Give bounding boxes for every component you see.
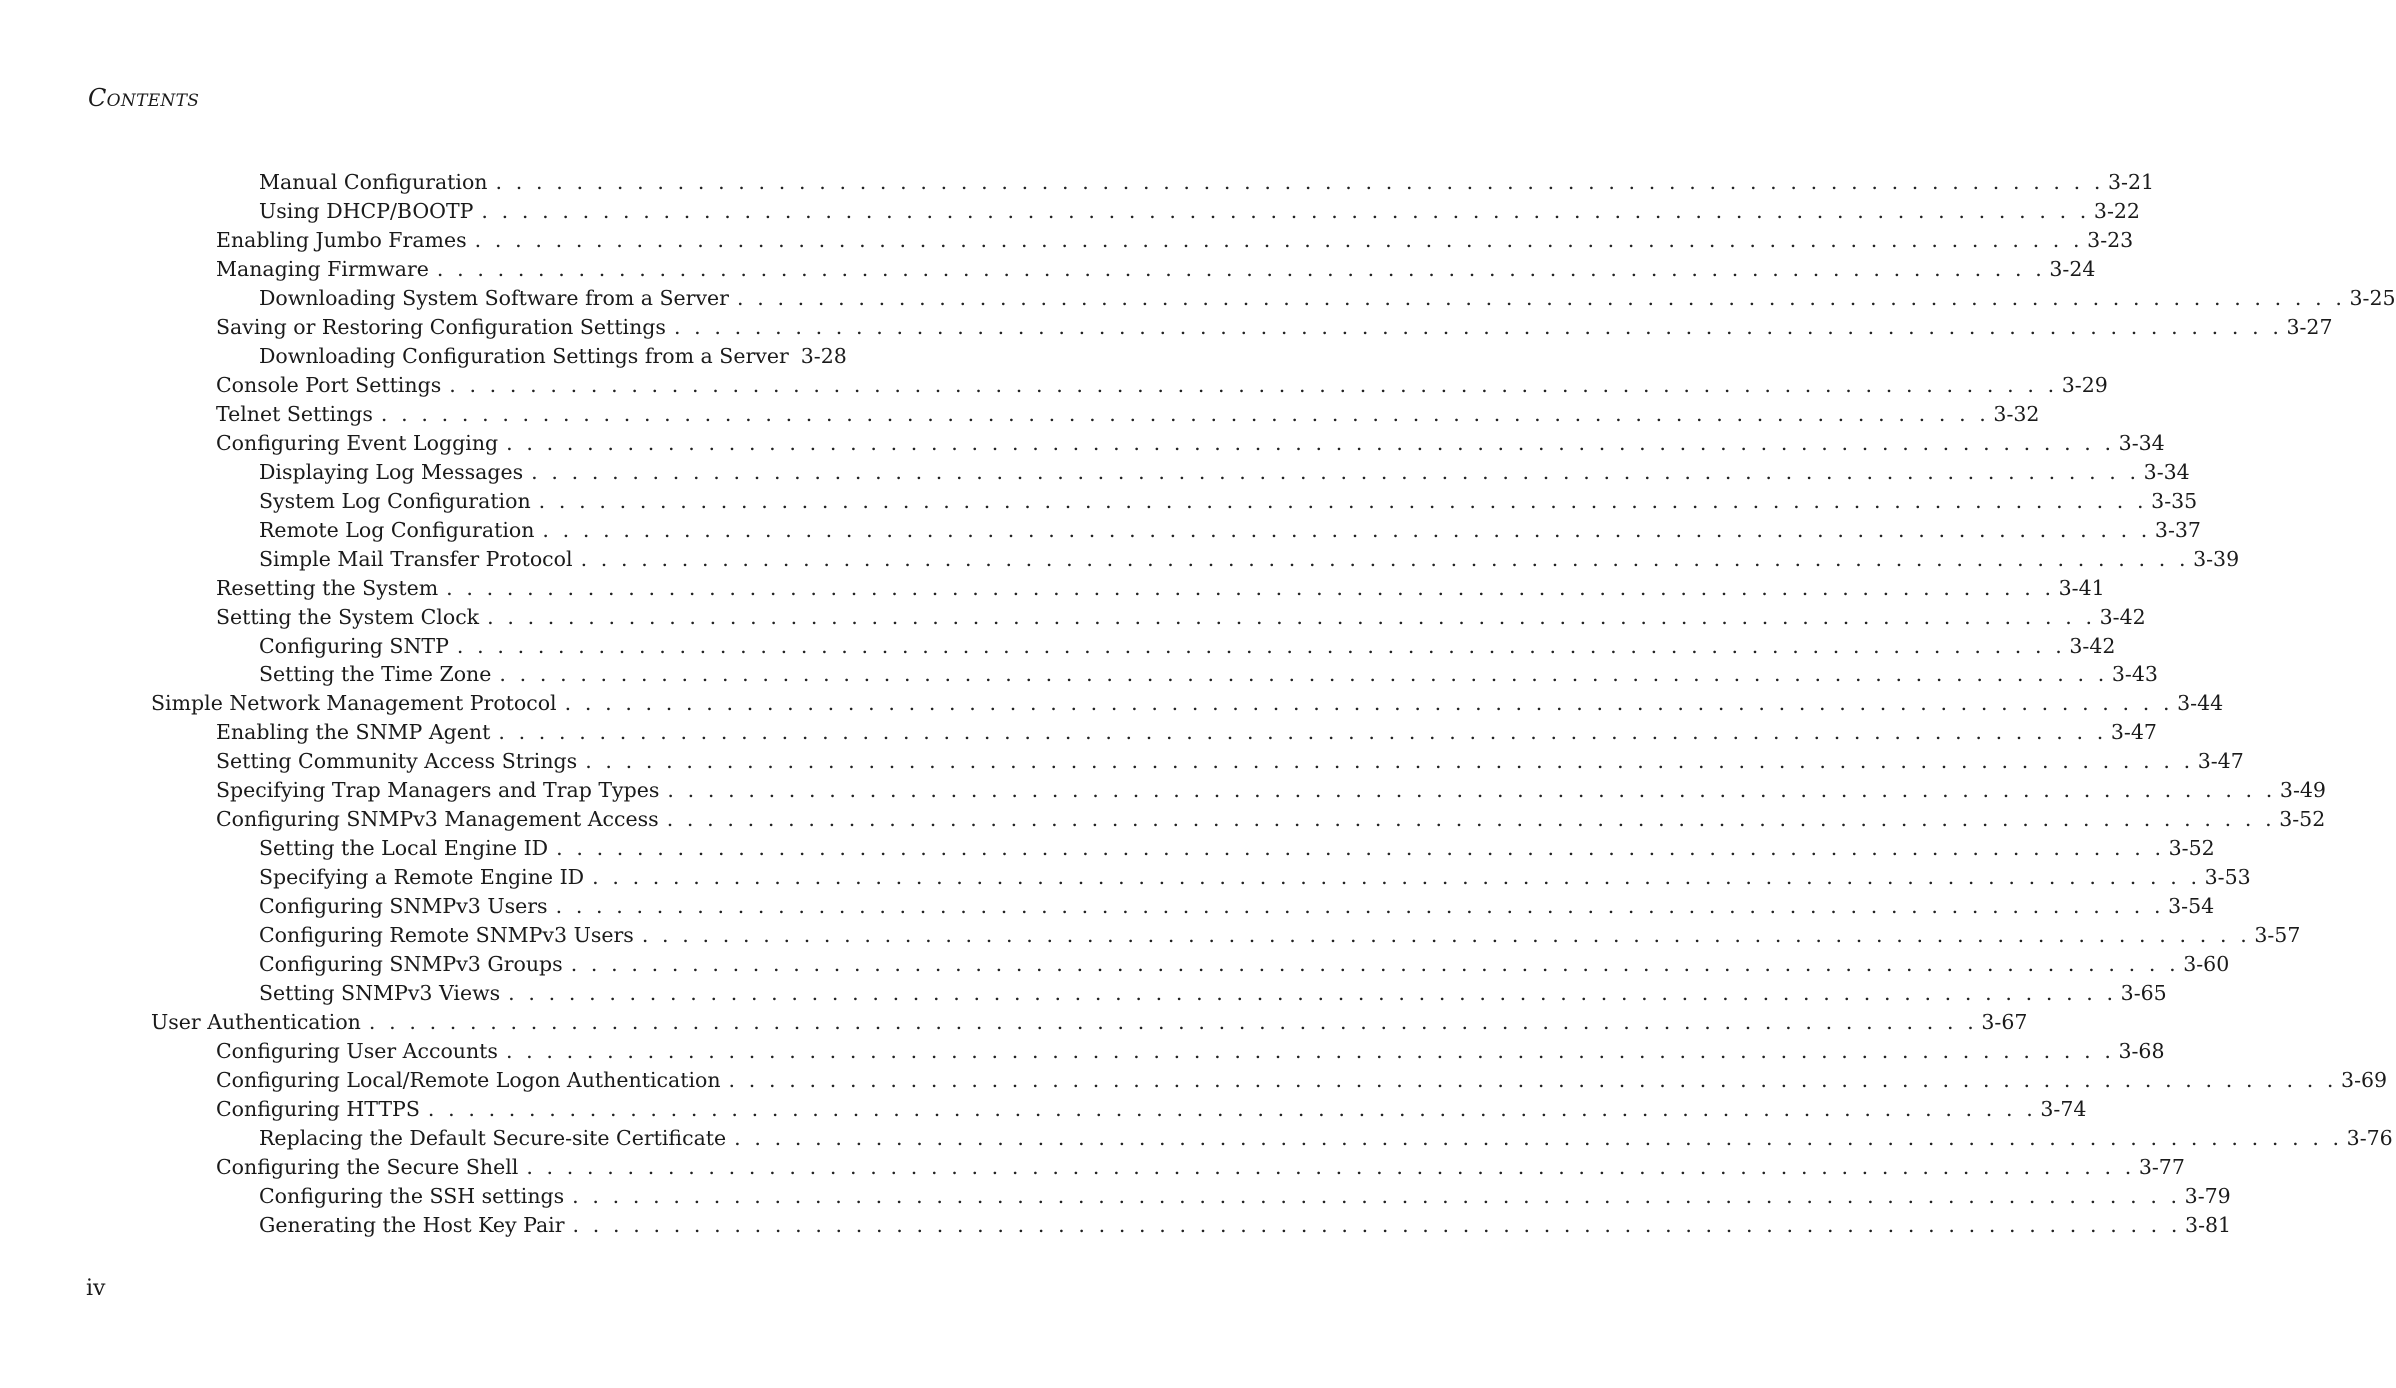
toc-dot-leader: . . . . . . . . . . . . . . . . . . . . . . . . . . . . . . . . . . . . . . . . . . . . . . . . . . . . . . . . . . . . . . . . . . . . . . . . . . . . . . . . <box>456 633 2066 658</box>
toc-entry[interactable] <box>216 1037 2165 1066</box>
toc-dot-leader: . . . . . . . . . . . . . . . . . . . . . . . . . . . . . . . . . . . . . . . . . . . . . . . . . . . . . . . . . . . . . . . . . . . . . . . . . . . . . . . . <box>474 227 2084 252</box>
toc-entry-page: 3-81 <box>2185 1212 2232 1237</box>
toc-dot-leader: . . . . . . . . . . . . . . . . . . . . . . . . . . . . . . . . . . . . . . . . . . . . . . . . . . . . . . . . . . . . . . . . . . . . . . . . . . . . . . . . <box>564 691 2174 716</box>
toc-dot-leader: . . . . . . . . . . . . . . . . . . . . . . . . . . . . . . . . . . . . . . . . . . . . . . . . . . . . . . . . . . . . . . . . . . . . . . . . . . . . . . . . <box>734 1126 2343 1150</box>
toc-entry-page: 3-22 <box>2093 198 2140 223</box>
toc-entry-page: 3-25 <box>2349 285 2396 310</box>
toc-entry-title: Configuring User Accounts <box>216 1039 498 1064</box>
toc-dot-leader: . . . . . . . . . . . . . . . . . . . . . . . . . . . . . . . . . . . . . . . . . . . . . . . . . . . . . . . . . . . . . . . . . . . . . . . . . . . . . . . . <box>570 952 2180 977</box>
toc-entry-title: Configuring the Secure Shell <box>216 1154 519 1179</box>
toc-entry-page: 3-76 <box>2346 1126 2393 1150</box>
toc-entry-page: 3-57 <box>2254 923 2301 948</box>
toc-entry-page: 3-28 <box>800 343 847 368</box>
toc-dot-leader: . . . . . . . . . . . . . . . . . . . . . . . . . . . . . . . . . . . . . . . . . . . . . . . . . . . . . . . . . . . . . . . . . . . . . . . . . . . . . . . . <box>487 604 2096 629</box>
toc-dot-leader: . . . . . . . . . . . . . . . . . . . . . . . . . . . . . . . . . . . . . . . . . . . . . . . . . . . . . . . . . . . . . . . . . . . . . . . . . . . . . . . . <box>641 923 2251 948</box>
toc-dot-leader: . . . . . . . . . . . . . . . . . . . . . . . . . . . . . . . . . . . . . . . . . . . . . . . . . . . . . . . . . . . . . . . . . . . . . . . . . . . . . . . . <box>666 807 2276 832</box>
toc-entry[interactable] <box>216 429 2165 458</box>
toc-entry-title: Setting SNMPv3 Views <box>259 981 501 1006</box>
toc-entry[interactable] <box>216 603 2146 632</box>
toc-entry[interactable] <box>216 226 2134 255</box>
toc-entry[interactable] <box>259 458 2190 487</box>
toc-dot-leader: . . . . . . . . . . . . . . . . . . . . . . . . . . . . . . . . . . . . . . . . . . . . . . . . . . . . . . . . . . . . . . . . . . . . . . . . . . . . . . . . <box>427 1097 2037 1122</box>
toc-dot-leader: . . . . . . . . . . . . . . . . . . . . . . . . . . . . . . . . . . . . . . . . . . . . . . . . . . . . . . . . . . . . . . . . . . . . . . . . . . . . . . . . <box>736 285 2346 310</box>
toc-entry-page: 3-43 <box>2111 662 2158 687</box>
toc-entry-page: 3-39 <box>2193 546 2240 571</box>
toc-entry-title: Resetting the System <box>216 575 439 600</box>
toc-dot-leader: . . . . . . . . . . . . . . . . . . . . . . . . . . . . . . . . . . . . . . . . . . . . . . . . . . . . . . . . . . . . . . . . . . . . . . . . . . . . . . . . <box>538 488 2148 513</box>
toc-dot-leader: . . . . . . . . . . . . . . . . . . . . . . . . . . . . . . . . . . . . . . . . . . . . . . . . . . . . . . . . . . . . . . . . . . . . . . . . . . . . . . . . <box>380 401 1990 426</box>
toc-entry-page: 3-68 <box>2118 1039 2165 1064</box>
toc-entry-title: Configuring SNMPv3 Users <box>259 894 548 919</box>
toc-entry-title: Using DHCP/BOOTP <box>259 198 474 223</box>
toc-entry-page: 3-79 <box>2184 1183 2231 1208</box>
toc-dot-leader: . . . . . . . . . . . . . . . . . . . . . . . . . . . . . . . . . . . . . . . . . . . . . . . . . . . . . . . . . . . . . . . . . . . . . . . . . . . . . . . . <box>572 1183 2181 1208</box>
toc-dot-leader: . . . . . . . . . . . . . . . . . . . . . . . . . . . . . . . . . . . . . . . . . . . . . . . . . . . . . . . . . . . . . . . . . . . . . . . . . . . . . . . . <box>542 517 2151 542</box>
toc-dot-leader: . . . . . . . . . . . . . . . . . . . . . . . . . . . . . . . . . . . . . . . . . . . . . . . . . . . . . . . . . . . . . . . . . . . . . . . . . . . . . . . . <box>368 1010 1978 1035</box>
toc-dot-leader: . . . . . . . . . . . . . . . . . . . . . . . . . . . . . . . . . . . . . . . . . . . . . . . . . . . . . . . . . . . . . . . . . . . . . . . . . . . . . . . . <box>506 430 2115 455</box>
toc-entry-page: 3-77 <box>2138 1154 2185 1179</box>
toc-entry[interactable] <box>259 632 2116 661</box>
toc-entry-page: 3-34 <box>2143 459 2190 484</box>
toc-entry-page: 3-29 <box>2061 372 2108 397</box>
toc-dot-leader: . . . . . . . . . . . . . . . . . . . . . . . . . . . . . . . . . . . . . . . . . . . . . . . . . . . . . . . . . . . . . . . . . . . . . . . . . . . . . . . . <box>446 575 2055 600</box>
toc-entry-page: 3-74 <box>2040 1097 2087 1122</box>
toc-entry-title: Configuring Event Logging <box>216 430 499 455</box>
toc-entry[interactable] <box>216 313 2333 342</box>
toc-dot-leader: . . . . . . . . . . . . . . . . . . . . . . . . . . . . . . . . . . . . . . . . . . . . . . . . . . . . . . . . . . . . . . . . . . . . . . . . . . . . . . . . <box>667 778 2276 803</box>
toc-entry-title: Simple Mail Transfer Protocol <box>259 546 573 571</box>
toc-entry[interactable] <box>259 834 2215 863</box>
toc-entry-page: 3-44 <box>2177 691 2224 716</box>
toc-entry-page: 3-23 <box>2087 227 2134 252</box>
toc-entry-title: Configuring SNMPv3 Groups <box>259 952 563 977</box>
toc-entry-title: User Authentication <box>151 1010 361 1035</box>
toc-entry-page: 3-42 <box>2099 604 2146 629</box>
toc-entry-title: Downloading Configuration Settings from a Server <box>259 343 789 368</box>
toc-entry[interactable] <box>259 487 2198 516</box>
toc-dot-leader: . . . . . . . . . . . . . . . . . . . . . . . . . . . . . . . . . . . . . . . . . . . . . . . . . . . . . . . . . . . . . . . . . . . . . . . . . . . . . . . . <box>585 749 2194 774</box>
toc-dot-leader: . . . . . . . . . . . . . . . . . . . . . . . . . . . . . . . . . . . . . . . . . . . . . . . . . . . . . . . . . . . . . . . . . . . . . . . . . . . . . . . . <box>498 720 2107 745</box>
toc-dot-leader: . . . . . . . . . . . . . . . . . . . . . . . . . . . . . . . . . . . . . . . . . . . . . . . . . . . . . . . . . . . . . . . . . . . . . . . . . . . . . . . . <box>526 1154 2135 1179</box>
toc-entry-page: 3-21 <box>2108 170 2155 194</box>
toc-entry[interactable] <box>259 950 2230 979</box>
toc-dot-leader: . . . . . . . . . . . . . . . . . . . . . . . . . . . . . . . . . . . . . . . . . . . . . . . . . . . . . . . . . . . . . . . . . . . . . . . . . . . . . . . . <box>449 372 2058 397</box>
toc-entry-page: 3-65 <box>2120 981 2167 1006</box>
toc-entry-page: 3-35 <box>2151 488 2198 513</box>
toc-entry[interactable] <box>259 342 846 371</box>
toc-entry-title: Saving or Restoring Configuration Settings <box>216 314 666 339</box>
toc-dot-leader: . . . . . . . . . . . . . . . . . . . . . . . . . . . . . . . . . . . . . . . . . . . . . . . . . . . . . . . . . . . . . . . . . . . . . . . . . . . . . . . . <box>505 1039 2115 1064</box>
toc-entry-page: 3-37 <box>2154 517 2201 542</box>
toc-entry-title: Setting the Time Zone <box>259 662 492 687</box>
toc-entry[interactable] <box>259 1182 2231 1211</box>
toc-dot-leader: . . . . . . . . . . . . . . . . . . . . . . . . . . . . . . . . . . . . . . . . . . . . . . . . . . . . . . . . . . . . . . . . . . . . . . . . . . . . . . . . <box>495 170 2105 194</box>
toc-entry-page: 3-41 <box>2058 575 2105 600</box>
toc-entry-page: 3-32 <box>1993 401 2040 426</box>
toc-entry[interactable] <box>259 1211 2232 1240</box>
toc-entry-title: Replacing the Default Secure-site Certificate <box>259 1126 727 1150</box>
toc-entry[interactable] <box>151 1008 2028 1037</box>
toc-entry-page: 3-52 <box>2168 836 2215 861</box>
toc-entry[interactable] <box>216 747 2244 776</box>
toc-entry[interactable] <box>259 197 2140 226</box>
toc-entry-title: Configuring Remote SNMPv3 Users <box>259 923 634 948</box>
toc-dot-leader: . . . . . . . . . . . . . . . . . . . . . . . . . . . . . . . . . . . . . . . . . . . . . . . . . . . . . . . . . . . . . . . . . . . . . . . . . . . . . . . . <box>531 459 2140 484</box>
toc-dot-leader: . . . . . . . . . . . . . . . . . . . . . . . . . . . . . . . . . . . . . . . . . . . . . . . . . . . . . . . . . . . . . . . . . . . . . . . . . . . . . . . . <box>555 894 2165 919</box>
toc-entry-title: Configuring Local/Remote Logon Authentication <box>216 1068 721 1093</box>
toc-dot-leader: . . . . . . . . . . . . . . . . . . . . . . . . . . . . . . . . . . . . . . . . . . . . . . . . . . . . . . . . . . . . . . . . . . . . . . . . . . . . . . . . <box>572 1212 2182 1237</box>
toc-entry-title: Enabling Jumbo Frames <box>216 227 467 252</box>
toc-entry[interactable] <box>216 1095 2087 1124</box>
toc-entry-title: Enabling the SNMP Agent <box>216 720 491 745</box>
toc-entry[interactable] <box>259 863 2251 892</box>
toc-entry[interactable] <box>259 545 2240 574</box>
toc-entry-page: 3-27 <box>2286 314 2333 339</box>
toc-dot-leader: . . . . . . . . . . . . . . . . . . . . . . . . . . . . . . . . . . . . . . . . . . . . . . . . . . . . . . . . . . . . . . . . . . . . . . . . . . . . . . . . <box>436 256 2046 281</box>
toc-dot-leader: . . . . . . . . . . . . . . . . . . . . . . . . . . . . . . . . . . . . . . . . . . . . . . . . . . . . . . . . . . . . . . . . . . . . . . . . . . . . . . . . <box>556 836 2165 861</box>
toc-entry-title: Managing Firmware <box>216 256 429 281</box>
toc-entry[interactable] <box>216 1153 2185 1182</box>
toc-entry-title: Configuring HTTPS <box>216 1097 420 1122</box>
toc-entry[interactable] <box>216 805 2326 834</box>
toc-entry[interactable] <box>216 718 2157 747</box>
toc-entry-title: Setting the Local Engine ID <box>259 836 549 861</box>
toc-entry[interactable] <box>216 371 2108 400</box>
toc-entry[interactable] <box>259 921 2301 950</box>
toc-entry-title: Configuring SNTP <box>259 633 449 658</box>
running-header-rest: ONTENTS <box>106 91 200 111</box>
toc-entry-title: Configuring SNMPv3 Management Access <box>216 807 659 832</box>
toc-entry[interactable] <box>216 776 2326 805</box>
toc-dot-leader: . . . . . . . . . . . . . . . . . . . . . . . . . . . . . . . . . . . . . . . . . . . . . . . . . . . . . . . . . . . . . . . . . . . . . . . . . . . . . . . . <box>673 314 2283 339</box>
toc-entry-title: Generating the Host Key Pair <box>259 1212 565 1237</box>
toc-dot-leader: . . . . . . . . . . . . . . . . . . . . . . . . . . . . . . . . . . . . . . . . . . . . . . . . . . . . . . . . . . . . . . . . . . . . . . . . . . . . . . . . <box>481 198 2090 223</box>
toc-entry-title: Manual Configuration <box>259 170 488 194</box>
toc-entry-title: Specifying Trap Managers and Trap Types <box>216 778 660 803</box>
toc-entry-page: 3-34 <box>2118 430 2165 455</box>
toc-entry[interactable] <box>216 255 2096 284</box>
toc-dot-leader: . . . . . . . . . . . . . . . . . . . . . . . . . . . . . . . . . . . . . . . . . . . . . . . . . . . . . . . . . . . . . . . . . . . . . . . . . . . . . . . . <box>592 865 2201 890</box>
toc-entry-page: 3-67 <box>1981 1010 2028 1035</box>
toc-entry-page: 3-24 <box>2049 256 2096 281</box>
toc-entry-page: 3-52 <box>2279 807 2326 832</box>
toc-dot-leader: . . . . . . . . . . . . . . . . . . . . . . . . . . . . . . . . . . . . . . . . . . . . . . . . . . . . . . . . . . . . . . . . . . . . . . . . . . . . . . . . <box>580 546 2190 571</box>
toc-entry-title: Simple Network Management Protocol <box>151 691 557 716</box>
toc-entry-title: Specifying a Remote Engine ID <box>259 865 585 890</box>
toc-dot-leader: . . . . . . . . . . . . . . . . . . . . . . . . . . . . . . . . . . . . . . . . . . . . . . . . . . . . . . . . . . . . . . . . . . . . . . . . . . . . . . . . <box>499 662 2108 687</box>
toc-entry-page: 3-49 <box>2279 778 2326 803</box>
toc-entry[interactable] <box>259 1124 2393 1153</box>
toc-entry[interactable] <box>151 689 2224 718</box>
toc-entry-title: Downloading System Software from a Server <box>259 285 729 310</box>
running-header <box>88 84 199 112</box>
toc-entry[interactable] <box>259 660 2158 689</box>
toc-entry-title: Setting Community Access Strings <box>216 749 578 774</box>
page-number: iv <box>86 1276 106 1301</box>
toc-entry-page: 3-69 <box>2341 1068 2388 1093</box>
toc-entry[interactable] <box>216 574 2105 603</box>
toc-entry-page: 3-47 <box>2110 720 2157 745</box>
toc-entry-title: Telnet Settings <box>216 401 373 426</box>
toc-entry-title: Remote Log Configuration <box>259 517 535 542</box>
toc-entry-title: Displaying Log Messages <box>259 459 524 484</box>
toc-entry-title: System Log Configuration <box>259 488 531 513</box>
toc-entry[interactable] <box>259 516 2201 545</box>
toc-entry-page: 3-60 <box>2183 952 2230 977</box>
running-header-initial: C <box>88 84 107 112</box>
toc-entry[interactable] <box>259 892 2215 921</box>
toc-entry-title: Setting the System Clock <box>216 604 480 629</box>
toc-entry[interactable] <box>216 400 2040 429</box>
toc-dot-leader: . . . . . . . . . . . . . . . . . . . . . . . . . . . . . . . . . . . . . . . . . . . . . . . . . . . . . . . . . . . . . . . . . . . . . . . . . . . . . . . . <box>508 981 2117 1006</box>
toc-entry-title: Console Port Settings <box>216 372 442 397</box>
toc-entry-page: 3-42 <box>2069 633 2116 658</box>
toc-entry[interactable] <box>216 1066 2388 1095</box>
toc-entry-title: Configuring the SSH settings <box>259 1183 565 1208</box>
toc-entry[interactable] <box>259 284 2396 313</box>
toc-dot-leader: . . . . . . . . . . . . . . . . . . . . . . . . . . . . . . . . . . . . . . . . . . . . . . . . . . . . . . . . . . . . . . . . . . . . . . . . . . . . . . . . <box>728 1068 2338 1093</box>
toc-entry-page: 3-47 <box>2197 749 2244 774</box>
toc-entry[interactable] <box>259 979 2167 1008</box>
toc-entry[interactable] <box>259 168 2155 197</box>
toc-entry-page: 3-54 <box>2168 894 2215 919</box>
toc-entry-page: 3-53 <box>2204 865 2251 890</box>
